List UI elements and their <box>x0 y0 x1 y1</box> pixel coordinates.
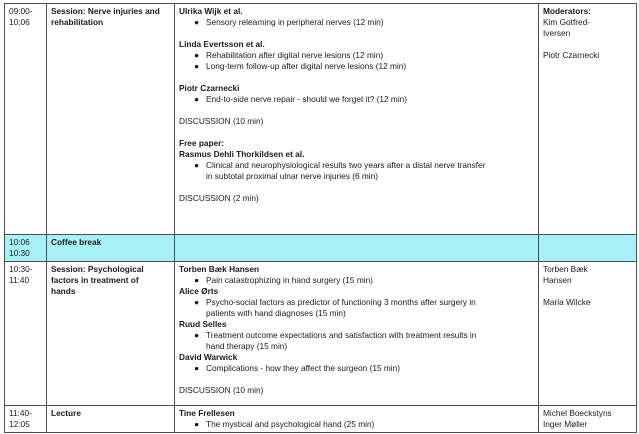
bullet-icon: ● <box>193 17 199 27</box>
speaker-name: Torben Bæk Hansen <box>179 264 260 274</box>
time-start: 10:30- <box>9 264 33 274</box>
speaker-name: Ulrika Wijk et al. <box>179 6 243 16</box>
time-end: 10:06 <box>9 17 30 27</box>
talks-cell <box>175 262 539 406</box>
schedule-row <box>5 262 637 406</box>
talks-cell <box>175 406 539 433</box>
session-title: Lecture <box>51 408 81 418</box>
moderators-cell <box>539 262 637 406</box>
bullet-icon: ● <box>193 363 199 373</box>
time-cell <box>5 406 47 433</box>
speaker-name: Piotr Czarnecki <box>179 83 240 93</box>
time-cell <box>5 235 47 262</box>
speaker-name: David Warwick <box>179 352 238 362</box>
moderator-name: Piotr Czarnecki <box>543 50 600 60</box>
schedule-row <box>5 406 637 433</box>
talk-title: Rehabilitation after digital nerve lesions (12 min) <box>206 50 384 60</box>
session-cell <box>47 235 175 262</box>
time-start: 11:40- <box>9 408 32 418</box>
discussion-label: DISCUSSION (2 min) <box>179 193 259 203</box>
list-item <box>179 419 534 430</box>
list-item <box>179 275 534 286</box>
list-item <box>179 171 534 182</box>
time-end: 12:05 <box>9 419 30 429</box>
moderator-name: Kim Gotfred- <box>543 17 591 27</box>
talk-title: hand therapy (15 min) <box>206 341 288 351</box>
speaker-name: Alice Ørts <box>179 286 219 296</box>
bullet-icon: ● <box>193 160 199 170</box>
list-item <box>179 160 534 171</box>
time-cell <box>5 262 47 406</box>
list-item <box>179 17 534 28</box>
moderators-cell <box>539 4 637 235</box>
moderator-name: Torben Bæk <box>543 264 588 274</box>
session-title: Session: Psychological <box>51 264 144 274</box>
talk-title: Clinical and neurophysiological results two years after a distal nerve transfer <box>206 160 486 170</box>
schedule-row <box>5 235 637 262</box>
talks-cell <box>175 235 539 262</box>
talk-title: Treatment outcome expectations and satisfaction with treatment results in <box>206 330 477 340</box>
moderator-name: Hansen <box>543 275 572 285</box>
moderator-name: Inger Møller <box>543 419 588 429</box>
bullet-icon: ● <box>193 297 199 307</box>
list-item <box>179 341 534 352</box>
discussion-label: DISCUSSION (10 min) <box>179 116 264 126</box>
talk-title: The mystical and psychological hand (25 min) <box>206 419 375 429</box>
moderator-name: Maria Wilcke <box>543 297 591 307</box>
bullet-icon: ● <box>193 50 199 60</box>
time-end: 10:30 <box>9 248 30 258</box>
list-item <box>179 61 534 72</box>
moderator-name: Iversen <box>543 28 571 38</box>
session-title: hands <box>51 286 76 296</box>
list-item <box>179 308 534 319</box>
bullet-icon: ● <box>193 419 199 429</box>
session-title: rehabilitation <box>51 17 104 27</box>
list-item <box>179 94 534 105</box>
talk-title: Sensory relearning in peripheral nerves (12 min) <box>206 17 384 27</box>
bullet-icon: ● <box>193 61 199 71</box>
talk-title: Psycho-social factors as predictor of functioning 3 months after surgery in <box>206 297 476 307</box>
bullet-icon: ● <box>193 330 199 340</box>
bullet-icon: ● <box>193 94 199 104</box>
session-cell <box>47 4 175 235</box>
time-start: 10:06 <box>9 237 30 247</box>
list-item <box>179 50 534 61</box>
session-title: Coffee break <box>51 237 102 247</box>
speaker-name: Linda Evertsson et al. <box>179 39 265 49</box>
speaker-name: Rasmus Dehli Thorkildsen et al. <box>179 149 305 159</box>
session-title: factors in treatment of <box>51 275 139 285</box>
moderators-cell <box>539 235 637 262</box>
schedule-table <box>4 3 637 433</box>
speaker-name: Tine Frellesen <box>179 408 235 418</box>
schedule-row <box>5 4 637 235</box>
talk-title: Pain catastrophizing in hand surgery (15 min) <box>206 275 373 285</box>
talks-cell <box>175 4 539 235</box>
time-end: 11:40 <box>9 275 30 285</box>
session-cell <box>47 406 175 433</box>
time-start: 09:00- <box>9 6 33 16</box>
moderators-label: Moderators: <box>543 6 591 16</box>
time-cell <box>5 4 47 235</box>
talk-title: Complications - how they affect the surgeon (15 min) <box>206 363 400 373</box>
list-item <box>179 330 534 341</box>
list-item <box>179 297 534 308</box>
list-item <box>179 363 534 374</box>
bullet-icon: ● <box>193 275 199 285</box>
session-title: Session: Nerve injuries and <box>51 6 160 16</box>
talk-title: patients with hand diagnoses (15 min) <box>206 308 346 318</box>
moderator-name: Michel Boeckstyns <box>543 408 612 418</box>
talk-title: End-to-side nerve repair - should we forget it? (12 min) <box>206 94 408 104</box>
session-cell <box>47 262 175 406</box>
discussion-label: DISCUSSION (10 min) <box>179 385 264 395</box>
moderators-cell <box>539 406 637 433</box>
free-paper-label: Free paper: <box>179 138 225 148</box>
talk-title: in subtotal proximal ulnar nerve injuries (6 min) <box>206 171 379 181</box>
talk-title: Long-term follow-up after digital nerve lesions (12 min) <box>206 61 407 71</box>
speaker-name: Ruud Selles <box>179 319 227 329</box>
